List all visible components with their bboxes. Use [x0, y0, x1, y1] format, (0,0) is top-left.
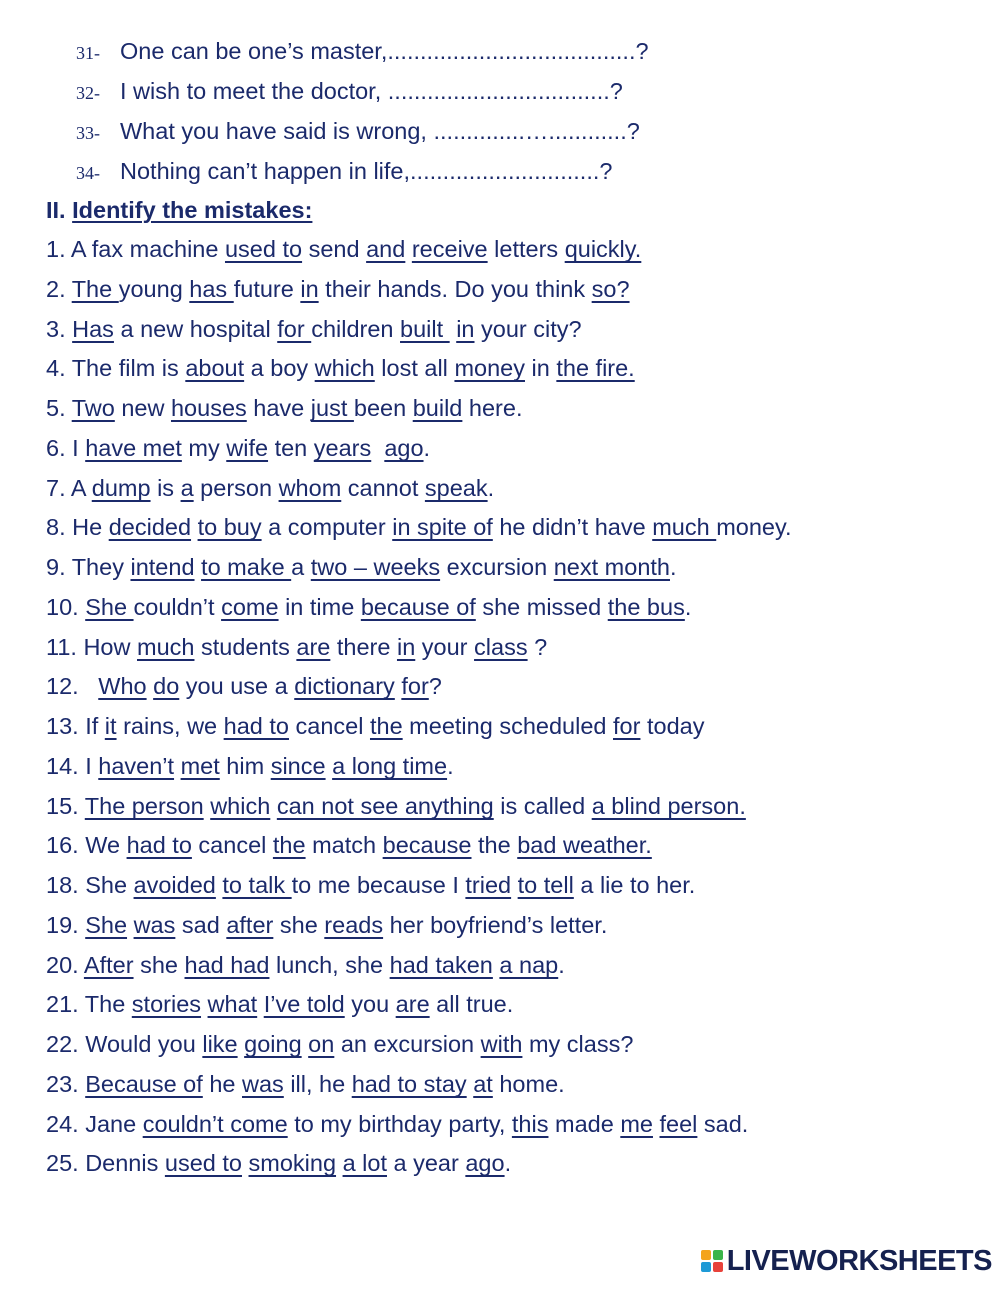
underlined-segment: build: [412, 395, 463, 421]
underlined-segment: going: [244, 1031, 302, 1057]
underlined-segment: She: [85, 593, 134, 620]
underlined-segment: tried: [465, 872, 512, 898]
mistake-item: [46, 433, 430, 463]
underlined-segment: class: [474, 633, 528, 660]
text-segment: in time: [278, 593, 361, 620]
mistake-item: [46, 473, 494, 503]
text-segment: 16. We: [46, 832, 127, 859]
text-segment: is called: [493, 792, 592, 819]
text-segment: 20.: [46, 951, 84, 978]
text-segment: a: [291, 554, 311, 580]
text-segment: lunch, she: [269, 951, 390, 978]
text-segment: she: [273, 911, 325, 938]
underlined-segment: the: [272, 832, 306, 859]
logo-square: [713, 1262, 723, 1272]
underlined-segment: couldn’t come: [142, 1110, 288, 1137]
text-segment: an excursion: [334, 1031, 481, 1057]
underlined-segment: in spite of: [392, 514, 493, 541]
underlined-segment: at: [473, 1070, 493, 1097]
underlined-segment: two – weeks: [310, 554, 441, 580]
text-segment: him: [219, 752, 271, 779]
underlined-segment: in: [396, 633, 416, 660]
section-number: II.: [46, 197, 73, 223]
text-segment: have: [246, 395, 311, 421]
underlined-segment: intend: [130, 554, 195, 580]
mistake-item: [46, 274, 630, 304]
text-segment: ill, he: [283, 1070, 352, 1097]
mistake-item: [46, 552, 677, 582]
underlined-segment: was: [242, 1070, 284, 1097]
underlined-segment: in: [300, 275, 319, 302]
question-line: [76, 116, 640, 148]
text-segment: 10.: [46, 593, 86, 620]
underlined-segment: this: [511, 1110, 549, 1137]
text-segment: ten: [268, 434, 314, 461]
underlined-segment: speak: [424, 474, 488, 501]
underlined-segment: a nap: [499, 951, 559, 978]
text-segment: 3.: [46, 315, 73, 342]
underlined-segment: next month: [553, 554, 670, 580]
text-segment: couldn’t: [133, 593, 222, 620]
mistake-item: [46, 1109, 748, 1139]
underlined-segment: which: [314, 355, 375, 382]
text-segment: a boy: [244, 355, 315, 382]
text-segment: home.: [492, 1070, 565, 1097]
mistake-item: [46, 870, 695, 900]
text-segment: is: [150, 474, 181, 501]
section-heading: [46, 195, 312, 225]
question-line: [76, 76, 623, 108]
underlined-segment: money: [454, 355, 525, 382]
underlined-segment: to buy: [197, 514, 262, 541]
text-segment: .: [684, 593, 692, 620]
underlined-segment: to talk: [222, 872, 292, 898]
text-segment: 13. If: [46, 713, 105, 739]
underlined-segment: a blind person.: [591, 792, 746, 819]
text-segment: meeting scheduled: [402, 713, 613, 739]
underlined-segment: are: [395, 991, 430, 1018]
underlined-segment: feel: [659, 1110, 698, 1137]
text-segment: 18. She: [46, 872, 134, 898]
text-segment: 14. I: [46, 752, 99, 779]
underlined-segment: After: [83, 951, 134, 978]
underlined-segment: a long time: [332, 752, 448, 779]
text-segment: children: [311, 315, 401, 342]
logo-square: [701, 1250, 711, 1260]
text-segment: cancel: [288, 713, 370, 739]
mistake-item: [46, 671, 442, 701]
underlined-segment: avoided: [133, 872, 216, 898]
text-segment: young: [118, 275, 190, 302]
mistake-item: [46, 632, 547, 662]
mistake-item: [46, 393, 522, 423]
text-segment: your city?: [474, 315, 582, 342]
text-segment: 7. A: [46, 474, 92, 501]
underlined-segment: for: [401, 673, 429, 700]
underlined-segment: because: [382, 832, 472, 859]
underlined-segment: used to: [224, 236, 303, 262]
underlined-segment: the fire.: [556, 355, 635, 382]
text-segment: ?: [428, 673, 442, 700]
text-segment: he didn’t have: [492, 514, 653, 541]
underlined-segment: because of: [360, 593, 476, 620]
text-segment: a computer: [261, 514, 393, 541]
text-segment: 1. A fax machine: [46, 236, 225, 262]
mistake-item: [46, 751, 454, 781]
underlined-segment: with: [480, 1031, 523, 1057]
text-segment: a year: [386, 1150, 466, 1177]
underlined-segment: can not see anything: [276, 792, 494, 819]
text-segment: all true.: [429, 991, 514, 1018]
text-segment: new: [114, 395, 171, 421]
text-segment: 23.: [46, 1070, 86, 1097]
underlined-segment: bad weather.: [517, 832, 652, 859]
text-segment: 12.: [46, 673, 99, 700]
underlined-segment: have met: [85, 434, 182, 461]
liveworksheets-logo-icon: [701, 1250, 723, 1272]
mistake-item: [46, 950, 565, 980]
logo-square: [701, 1262, 711, 1272]
underlined-segment: on: [308, 1031, 335, 1057]
underlined-segment: the: [369, 713, 403, 739]
underlined-segment: has: [189, 275, 234, 302]
underlined-segment: Who: [98, 673, 147, 700]
underlined-segment: ago: [384, 434, 424, 461]
text-segment: sad.: [697, 1110, 749, 1137]
text-segment: to me because I: [291, 872, 466, 898]
underlined-segment: are: [296, 633, 331, 660]
brand-name: LIVEWORKSHEETS: [726, 1244, 992, 1277]
text-segment: .: [423, 434, 431, 461]
mistake-item: [46, 1069, 565, 1099]
text-segment: 22. Would you: [46, 1031, 203, 1057]
text-segment: ?: [527, 633, 548, 660]
text-segment: letters: [487, 236, 565, 262]
text-segment: today: [640, 713, 705, 739]
text-segment: 25. Dennis: [46, 1150, 165, 1177]
underlined-segment: was: [133, 911, 176, 938]
underlined-segment: She: [85, 911, 128, 938]
underlined-segment: decided: [108, 514, 192, 541]
text-segment: been: [353, 395, 413, 421]
underlined-segment: since: [270, 752, 326, 779]
text-segment: she: [133, 951, 185, 978]
underlined-segment: for: [613, 713, 641, 739]
text-segment: 11. How: [46, 633, 137, 660]
underlined-segment: had taken: [389, 951, 493, 978]
section-title: Identify the mistakes:: [72, 197, 313, 223]
underlined-segment: for: [277, 315, 312, 342]
underlined-segment: what: [207, 991, 258, 1018]
mistake-item: [46, 1148, 511, 1178]
mistake-item: [46, 314, 582, 344]
text-segment: you: [344, 991, 396, 1018]
underlined-segment: Has: [72, 315, 114, 342]
text-segment: rains, we: [116, 713, 224, 739]
text-segment: cancel: [191, 832, 273, 859]
text-segment: 15.: [46, 792, 85, 819]
underlined-segment: which: [210, 792, 271, 819]
underlined-segment: Because of: [85, 1070, 203, 1097]
underlined-segment: quickly.: [564, 236, 642, 262]
underlined-segment: Two: [71, 395, 115, 421]
underlined-segment: reads: [324, 911, 384, 938]
text-segment: to my birthday party,: [287, 1110, 512, 1137]
text-segment: .: [447, 752, 454, 779]
mistake-item: [46, 711, 704, 741]
underlined-segment: haven’t: [98, 752, 175, 779]
underlined-segment: stories: [131, 991, 202, 1018]
underlined-segment: had to: [223, 713, 289, 739]
underlined-segment: much: [652, 514, 717, 541]
question-text: Nothing can’t happen in life,.............................?: [120, 158, 613, 184]
underlined-segment: met: [180, 752, 220, 779]
underlined-segment: dump: [91, 474, 151, 501]
underlined-segment: had to stay: [351, 1070, 467, 1097]
underlined-segment: wife: [226, 434, 269, 461]
text-segment: excursion: [440, 554, 554, 580]
mistake-item: [46, 910, 607, 940]
mistake-item: [46, 830, 652, 860]
text-segment: .: [670, 554, 677, 580]
question-line: [76, 156, 612, 188]
text-segment: 4. The film is: [46, 355, 186, 382]
text-segment: person: [193, 474, 279, 501]
text-segment: a new hospital: [113, 315, 278, 342]
text-segment: 24. Jane: [46, 1110, 143, 1137]
question-line: [76, 36, 649, 68]
text-segment: a lie to her.: [573, 872, 696, 898]
text-segment: she missed: [475, 593, 608, 620]
underlined-segment: a lot: [342, 1150, 387, 1177]
question-text: What you have said is wrong, ..............…............?: [120, 118, 640, 144]
text-segment: your: [415, 633, 475, 660]
underlined-segment: receive: [411, 236, 488, 262]
footer-brand: [701, 1243, 992, 1279]
text-segment: you use a: [179, 673, 295, 700]
text-segment: .: [487, 474, 495, 501]
text-segment: 5.: [46, 395, 72, 421]
text-segment: match: [305, 832, 383, 859]
underlined-segment: The: [71, 275, 119, 302]
text-segment: 19.: [46, 911, 86, 938]
underlined-segment: to tell: [517, 872, 574, 898]
text-segment: my class?: [522, 1031, 634, 1057]
mistake-item: [46, 989, 513, 1019]
mistake-item: [46, 1029, 633, 1059]
text-segment: here.: [462, 395, 523, 421]
question-number: 34-: [76, 163, 100, 183]
underlined-segment: built: [400, 315, 450, 342]
underlined-segment: about: [185, 355, 245, 382]
mistake-item: [46, 592, 691, 622]
text-segment: money.: [716, 514, 792, 541]
text-segment: future: [233, 275, 301, 302]
text-segment: sad: [175, 911, 227, 938]
text-segment: [371, 435, 384, 461]
underlined-segment: used to: [164, 1150, 242, 1177]
text-segment: .: [504, 1150, 512, 1177]
underlined-segment: dictionary: [294, 673, 395, 700]
logo-square: [713, 1250, 723, 1260]
underlined-segment: after: [226, 911, 274, 938]
text-segment: cannot: [341, 474, 425, 501]
text-segment: 6. I: [46, 434, 86, 461]
text-segment: send: [302, 236, 367, 262]
underlined-segment: The person: [84, 792, 204, 819]
underlined-segment: years: [313, 434, 372, 461]
text-segment: 8. He: [46, 514, 109, 541]
underlined-segment: like: [202, 1031, 238, 1057]
text-segment: made: [548, 1110, 621, 1137]
underlined-segment: houses: [170, 395, 247, 421]
text-segment: her boyfriend’s letter.: [383, 911, 608, 938]
mistake-item: [46, 791, 746, 821]
underlined-segment: in: [456, 315, 475, 342]
text-segment: 9. They: [46, 554, 131, 580]
mistake-item: [46, 234, 641, 264]
underlined-segment: had to: [126, 832, 192, 859]
text-segment: their hands. Do you think: [318, 275, 592, 302]
mistake-item: [46, 512, 792, 542]
text-segment: there: [330, 633, 397, 660]
question-text: I wish to meet the doctor, ..................................?: [120, 78, 623, 104]
underlined-segment: just: [310, 395, 354, 421]
underlined-segment: whom: [278, 474, 342, 501]
question-text: One can be one’s master,......................................?: [120, 38, 649, 64]
underlined-segment: do: [153, 673, 180, 700]
text-segment: 2.: [46, 275, 72, 302]
text-segment: students: [194, 633, 297, 660]
question-number: 31-: [76, 43, 100, 63]
text-segment: in: [524, 355, 557, 382]
text-segment: 21. The: [46, 991, 132, 1018]
underlined-segment: the bus: [607, 593, 685, 620]
text-segment: .: [558, 951, 565, 978]
underlined-segment: a: [180, 474, 194, 501]
text-segment: lost all: [374, 355, 455, 382]
question-number: 32-: [76, 83, 100, 103]
underlined-segment: had had: [184, 951, 270, 978]
underlined-segment: it: [104, 713, 117, 739]
underlined-segment: come: [221, 593, 279, 620]
underlined-segment: I’ve told: [263, 991, 345, 1018]
underlined-segment: and: [366, 236, 406, 262]
text-segment: the: [471, 832, 518, 859]
underlined-segment: me: [620, 1110, 653, 1137]
text-segment: my: [181, 434, 227, 461]
underlined-segment: ago: [465, 1150, 505, 1177]
underlined-segment: much: [137, 633, 195, 660]
question-number: 33-: [76, 123, 100, 143]
mistake-item: [46, 353, 635, 383]
underlined-segment: so?: [591, 275, 630, 302]
underlined-segment: to make: [201, 554, 292, 580]
text-segment: he: [202, 1070, 242, 1097]
underlined-segment: smoking: [248, 1150, 337, 1177]
